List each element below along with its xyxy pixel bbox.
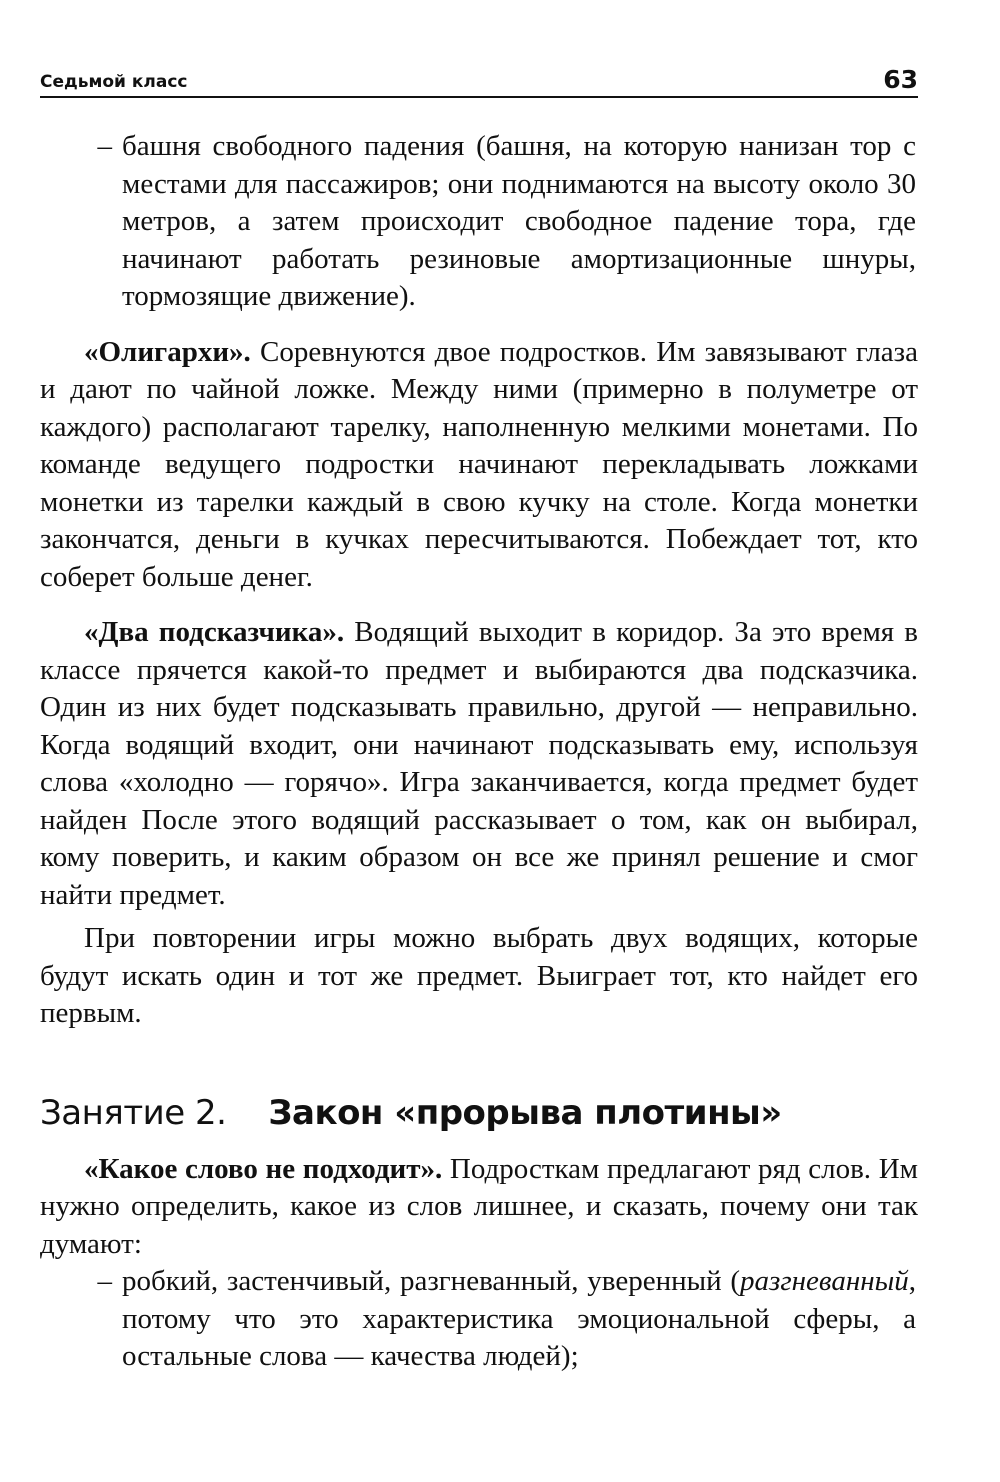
body-text xyxy=(40,128,918,1376)
paragraph-gap xyxy=(40,316,918,334)
paragraph-repeat-note: При повторении игры можно выбрать двух водящих, которые будут искать один и тот же предмет. Выиграет тот, кто найдет его первым. xyxy=(40,922,918,1029)
list-item-tower xyxy=(40,128,918,316)
paragraph-oligarchs xyxy=(40,334,918,597)
list-item-text: башня свободного падения (башня, на которую нанизан тор с местами для пассажиров; они поднимаются на высоту около 30 метров, а затем происходит свободное падение тора, где начинают работать резиновые амортизационные шнуры, тормозящие движение). xyxy=(122,130,916,312)
paragraph-text: Водящий выходит в коридор. За это время в классе прячется какой-то предмет и выбираются два подсказчика. Один из них будет подсказывать правильно, другой — неправильно. Когда водящий входит, они начинают подсказывать ему, используя слова «холодно — горячо». Игра заканчивается, когда предмет будет найден После этого водящий рассказывает о том, как он выбирал, кому поверить, и каким образом он все же принял решение и смог найти предмет. xyxy=(40,616,918,911)
paragraph-odd-word xyxy=(40,1151,918,1264)
list-dash: – xyxy=(97,130,112,162)
list-item-text xyxy=(122,1263,918,1376)
paragraph-text: Соревнуются двое подростков. Им завязывают глаза и дают по чайной ложке. Между ними (примерно в полуметре от каждого) располагают тарелку, наполненную мелкими монетами. По команде ведущего подростки начинают перекладывать ложками монетки из тарелки каждый в свою кучку на столе. Когда монетки закончатся, деньги в кучках пересчитываются. Побеждает тот, кто соберет больше денег. xyxy=(40,335,918,593)
list-dash: – xyxy=(97,1265,112,1297)
paragraph-two-hints xyxy=(40,614,918,914)
section-heading xyxy=(40,1091,918,1135)
game-title-oligarchs: «Олигархи». xyxy=(84,335,251,368)
game-title-odd-word: «Какое слово не подходит». xyxy=(84,1152,443,1185)
section-title: Закон «прорыва плотины» xyxy=(268,1092,782,1133)
paragraph-gap xyxy=(40,596,918,614)
running-title: Седьмой класс xyxy=(40,72,188,92)
page-number: 63 xyxy=(883,65,918,94)
list-text-italic: разгневанный xyxy=(740,1265,909,1297)
section-label: Занятие 2. xyxy=(40,1092,227,1133)
list-text-before: робкий, застенчивый, разгневанный, уверенный ( xyxy=(122,1265,741,1297)
list-text-after: , потому что это характеристика эмоциональной сферы, а остальные слова — качества людей); xyxy=(122,1265,916,1372)
paragraph-text: Подросткам предлагают ряд слов. Им нужно определить, какое из слов лишнее, и сказать, почему они так думают: xyxy=(40,1152,918,1260)
list-item-odd-word xyxy=(40,1263,918,1376)
running-header xyxy=(40,58,918,98)
game-title-two-hints: «Два подсказчика». xyxy=(84,616,345,648)
